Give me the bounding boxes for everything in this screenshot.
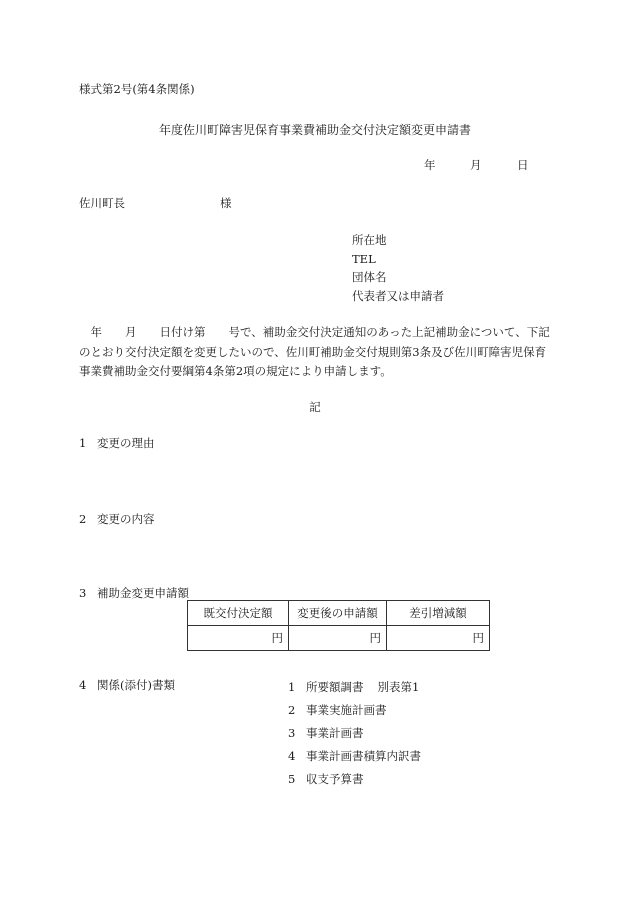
section-change-content bbox=[79, 511, 155, 527]
difference-cell[interactable]: 円 bbox=[387, 626, 490, 651]
applicant-address-label: 所在地 bbox=[352, 233, 387, 247]
list-item: 2 事業実施計画書 bbox=[288, 703, 387, 717]
body-line: のとおり交付決定額を変更したいので、佐川町補助金交付規則第3条及び佐川町障害児保育 bbox=[79, 344, 547, 359]
header-granted-amount: 既交付決定額 bbox=[188, 601, 289, 626]
section-label: 変更の理由 bbox=[97, 436, 155, 450]
applicant-rep-label: 代表者又は申請者 bbox=[352, 288, 444, 303]
section-number: 4 bbox=[79, 678, 87, 692]
section-number: 3 bbox=[79, 586, 87, 600]
body-line: 年 月 日付け第 号で、補助金交付決定通知のあった上記補助金について、下記 bbox=[79, 325, 550, 339]
form-number: 様式第2号(第4条関係) bbox=[79, 82, 195, 96]
addressee-name: 佐川町長 bbox=[79, 196, 125, 210]
header-changed-amount: 変更後の申請額 bbox=[289, 601, 387, 626]
list-item: 5 収支予算書 bbox=[288, 772, 364, 786]
section-amount bbox=[79, 585, 189, 601]
section-attachments bbox=[79, 677, 175, 693]
section-number: 2 bbox=[79, 512, 87, 526]
body-line: 事業費補助金交付要綱第4条第2項の規定により申請します。 bbox=[79, 364, 392, 378]
section-change-reason bbox=[79, 435, 155, 451]
body-paragraph bbox=[79, 323, 553, 382]
amount-table-header-row bbox=[188, 601, 490, 626]
ki-heading: 記 bbox=[309, 400, 321, 414]
header-difference: 差引増減額 bbox=[387, 601, 490, 626]
date-month: 月 bbox=[470, 158, 482, 172]
document-title: 年度佐川町障害児保育事業費補助金交付決定額変更申請書 bbox=[158, 123, 471, 137]
section-label: 関係(添付)書類 bbox=[97, 678, 175, 692]
granted-amount-cell[interactable]: 円 bbox=[188, 626, 289, 651]
date-day: 日 bbox=[517, 158, 529, 172]
changed-amount-cell[interactable]: 円 bbox=[289, 626, 387, 651]
list-item: 4 事業計画書積算内訳書 bbox=[288, 749, 421, 763]
section-label: 補助金変更申請額 bbox=[97, 586, 189, 600]
attachment-list bbox=[288, 676, 421, 791]
applicant-org-label: 団体名 bbox=[352, 270, 387, 284]
applicant-fields bbox=[352, 231, 444, 305]
section-label: 変更の内容 bbox=[97, 512, 155, 526]
amount-table-value-row bbox=[188, 626, 490, 651]
amount-table bbox=[187, 600, 490, 651]
list-item: 1 所要額調書 別表第1 bbox=[288, 680, 420, 694]
list-item: 3 事業計画書 bbox=[288, 726, 364, 740]
section-number: 1 bbox=[79, 436, 87, 450]
addressee-honorific: 様 bbox=[220, 196, 232, 210]
applicant-tel-label: TEL bbox=[352, 251, 376, 266]
date-year: 年 bbox=[424, 158, 436, 172]
